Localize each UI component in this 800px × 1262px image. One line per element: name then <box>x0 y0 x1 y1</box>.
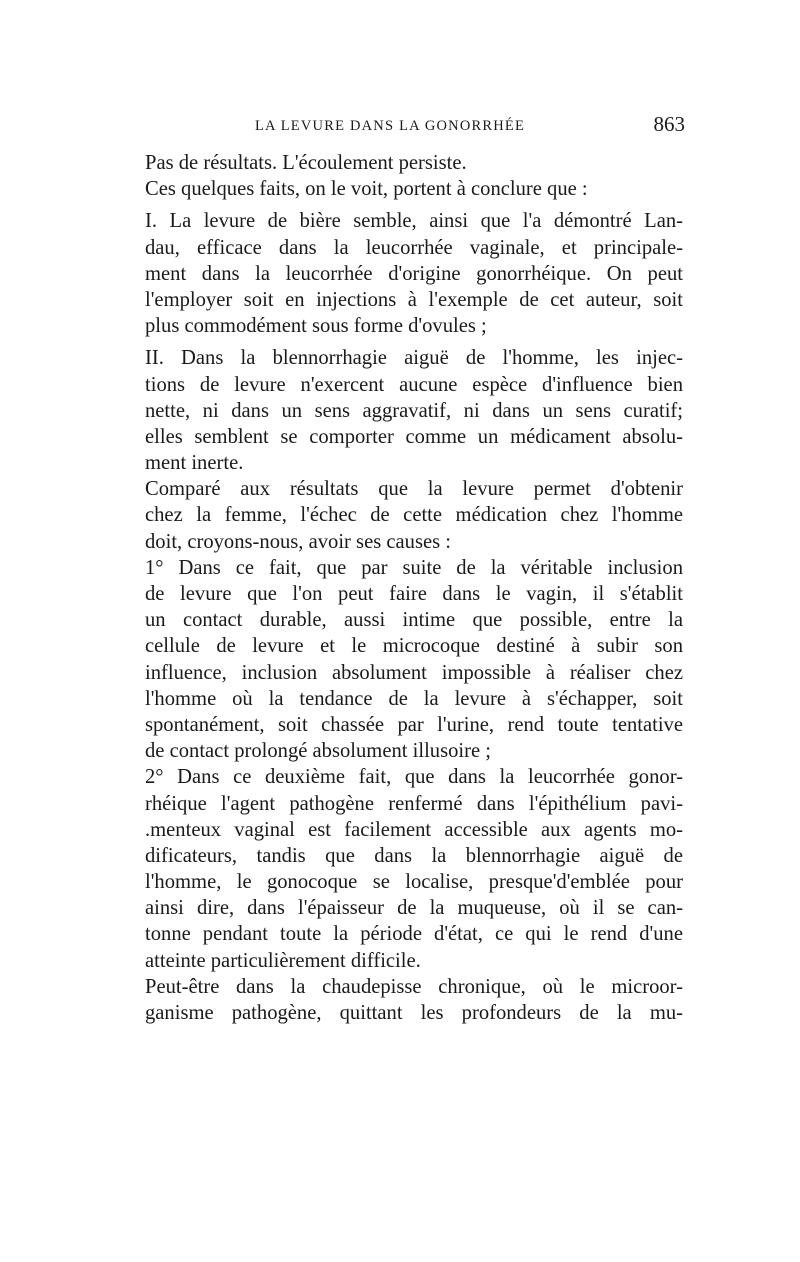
text-line: de contact prolongé absolument illusoire ; <box>145 740 492 763</box>
text-line: Peut-être dans la chaudepisse chronique, où le microor- <box>145 975 683 998</box>
text-line: l'homme où la tendance de la levure à s'échapper, soit <box>145 687 683 710</box>
text-line: Comparé aux résultats que la levure permet d'obtenir <box>145 478 683 501</box>
text-line: tions de levure n'exercent aucune espèce d'influence bien <box>145 373 683 396</box>
text-line: 2° Dans ce deuxième fait, que dans la leucorrhée gonor- <box>145 766 683 789</box>
text-line: rhéique l'agent pathogène renfermé dans l'épithélium pavi- <box>145 792 683 815</box>
text-line: ment dans la leucorrhée d'origine gonorrhéique. On peut <box>145 262 683 285</box>
text-line: de levure que l'on peut faire dans le vagin, il s'établit <box>145 583 683 605</box>
text-line: doit, croyons-nous, avoir ses causes : <box>145 530 451 553</box>
text-line: ainsi dire, dans l'épaisseur de la muqueuse, où il se can- <box>145 897 683 920</box>
text-line: un contact durable, aussi intime que possible, entre la <box>145 609 683 632</box>
running-title: LA LEVURE DANS LA GONORRHÉE <box>255 118 526 134</box>
page-number: 863 <box>653 112 685 136</box>
text-line: l'homme, le gonocoque se localise, presque'd'emblée pour <box>145 871 683 894</box>
text-line: tonne pendant toute la période d'état, ce qui le rend d'une <box>145 923 683 946</box>
text-line: chez la femme, l'échec de cette médication chez l'homme <box>145 504 683 527</box>
text-line: Pas de résultats. L'écoulement persiste. <box>145 152 467 174</box>
body-text <box>145 150 683 1026</box>
text-line: 1° Dans ce fait, que par suite de la véritable inclusion <box>145 556 683 579</box>
text-line: plus commodément sous forme d'ovules ; <box>145 315 487 338</box>
text-line: .menteux vaginal est facilement accessible aux agents mo- <box>145 818 683 841</box>
text-line: cellule de levure et le microcoque destiné à subir son <box>145 635 683 658</box>
text-line: dau, efficace dans la leucorrhée vaginale, et principale- <box>145 236 683 259</box>
text-line: l'employer soit en injections à l'exemple de cet auteur, soit <box>145 288 683 311</box>
text-line: spontanément, soit chassée par l'urine, rend toute tentative <box>145 713 683 736</box>
text-line: I. La levure de bière semble, ainsi que l'a démontré Lan- <box>145 210 683 233</box>
page-header <box>145 112 685 142</box>
text-line: nette, ni dans un sens aggravatif, ni dans un sens curatif; <box>145 399 683 422</box>
text-line: influence, inclusion absolument impossible à réaliser chez <box>145 661 683 684</box>
text-line: dificateurs, tandis que dans la blennorrhagie aiguë de <box>145 844 683 867</box>
text-line: Ces quelques faits, on le voit, portent à conclure que : <box>145 178 588 201</box>
text-line: II. Dans la blennorrhagie aiguë de l'homme, les injec- <box>145 347 683 370</box>
text-line: ment inerte. <box>145 452 244 475</box>
text-line: elles semblent se comporter comme un médicament absolu- <box>145 425 683 448</box>
text-line: ganisme pathogène, quittant les profondeurs de la mu- <box>145 1002 683 1024</box>
text-line: atteinte particulièrement difficile. <box>145 949 421 972</box>
